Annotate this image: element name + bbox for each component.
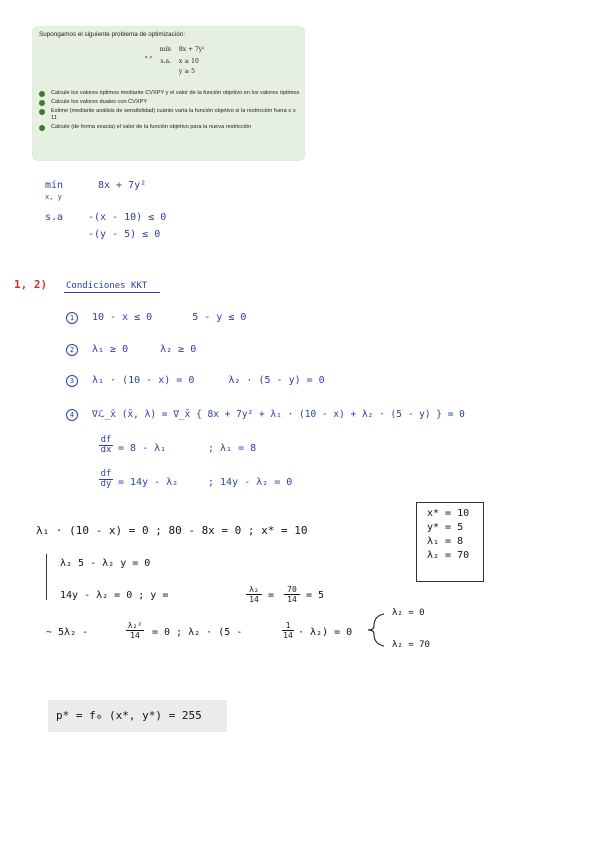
substitution-middle: = 0 ; λ₂ · (5 - <box>152 627 243 638</box>
circled-number: 3 <box>66 375 78 387</box>
hw-min: mín <box>45 180 64 191</box>
y-value: = 5 <box>306 590 325 601</box>
bullet-icon <box>39 100 45 106</box>
lambda1-result: ; λ₁ = 8 <box>208 443 257 454</box>
kkt-condition-3: 3 λ₁ · (10 - x) = 0 λ₂ · (5 - y) = 0 <box>66 375 325 387</box>
hw-constraint-2: -(y - 5) ≤ 0 <box>88 229 161 240</box>
summary-y: y* = 5 <box>427 522 464 533</box>
solve-x-line: λ₁ · (10 - x) = 0 ; 80 - 8x = 0 ; x* = 10 <box>36 524 308 537</box>
constraint-y: y ≥ 5 <box>178 68 195 75</box>
problem-statement-box <box>33 27 304 160</box>
constraint-x: x ≥ 10 <box>178 58 199 65</box>
optimization-model <box>141 45 205 77</box>
task-list <box>39 90 301 133</box>
kkt-condition-4: 4 ∇ℒ_x̄ (x̄, λ) = ∇_x̄ { 8x + 7y² + λ₁ · (10 - x) + λ₂ · (5 - y) } = 0 <box>66 409 465 421</box>
df-dy-fraction: df dy <box>100 469 112 489</box>
circled-number: 4 <box>66 409 78 421</box>
hw-objective: 8x + 7y² <box>98 180 147 191</box>
lambda2-relation: ; 14y - λ₂ = 0 <box>208 477 293 488</box>
substitution-end: · λ₂) = 0 <box>298 627 353 638</box>
circled-number: 2 <box>66 344 78 356</box>
objective-function: 8x + 7y² <box>178 46 205 53</box>
kkt-condition-1: 1 10 - x ≤ 0 5 - y ≤ 0 <box>66 312 246 324</box>
derivative-y: = 14y - λ₂ <box>118 477 179 488</box>
y-fraction-2: 70 14 <box>284 585 300 604</box>
substitution-start: ~ 5λ₂ - <box>46 627 89 638</box>
min-subscript: x, y <box>145 54 153 59</box>
system-bracket <box>46 554 47 600</box>
equals-sign: = <box>268 590 275 601</box>
bullet-icon <box>39 91 45 97</box>
branch-lambda2-zero: λ₂ = 0 <box>392 608 425 618</box>
branch-brace <box>366 612 388 648</box>
hw-min-subscript: x, y <box>45 193 62 201</box>
optimal-value: p* = f₀ (x*, y*) = 255 <box>56 709 202 722</box>
task-item: Calcule (de forma exacta) el valor de la función objetivo para la nueva restricción <box>39 124 301 131</box>
derivative-x: = 8 - λ₁ <box>118 443 167 454</box>
summary-lambda1: λ₁ = 8 <box>427 536 464 547</box>
kkt-title-underline <box>64 292 160 293</box>
optimal-values-box <box>416 502 484 582</box>
hw-sa: s.a <box>45 212 64 223</box>
one-over-fourteen: 1 14 <box>283 621 293 640</box>
summary-lambda2: λ₂ = 70 <box>427 550 470 561</box>
lambda-sq-fraction: λ₂² 14 <box>127 621 143 640</box>
task-item: Calcule los valores óptimos mediante CVXPY y el valor de la función objetivo en los valores óptimos <box>39 90 301 97</box>
part-label: 1, 2) <box>14 278 48 291</box>
system-eq-1: λ₂ 5 - λ₂ y = 0 <box>60 558 151 569</box>
subject-to-label: s.a. <box>160 58 171 65</box>
kkt-title: Condiciones KKT <box>66 281 148 291</box>
summary-x: x* = 10 <box>427 508 470 519</box>
bullet-icon <box>39 109 45 115</box>
y-fraction-1: λ₂ 14 <box>246 585 262 604</box>
kkt-condition-2: 2 λ₁ ≥ 0 λ₂ ≥ 0 <box>66 344 196 356</box>
bullet-icon <box>39 125 45 131</box>
optimal-value-highlight <box>48 700 227 732</box>
system-eq-2: 14y - λ₂ = 0 ; y = <box>60 590 169 601</box>
df-dx-fraction: df dx <box>100 435 112 455</box>
problem-intro: Supongamos el siguiente problema de optimización: <box>39 31 185 38</box>
hw-constraint-1: -(x - 10) ≤ 0 <box>88 212 167 223</box>
circled-number: 1 <box>66 312 78 324</box>
branch-lambda2-seventy: λ₂ = 70 <box>392 640 430 650</box>
task-item: Calcule los valores duales con CVXPY <box>39 99 301 106</box>
task-item: Estime (mediante análisis de sensibilidad) cuánto varía la función objetivo si la restricción fuera x ≥ 11 <box>39 108 301 122</box>
min-label: mín <box>159 46 171 53</box>
